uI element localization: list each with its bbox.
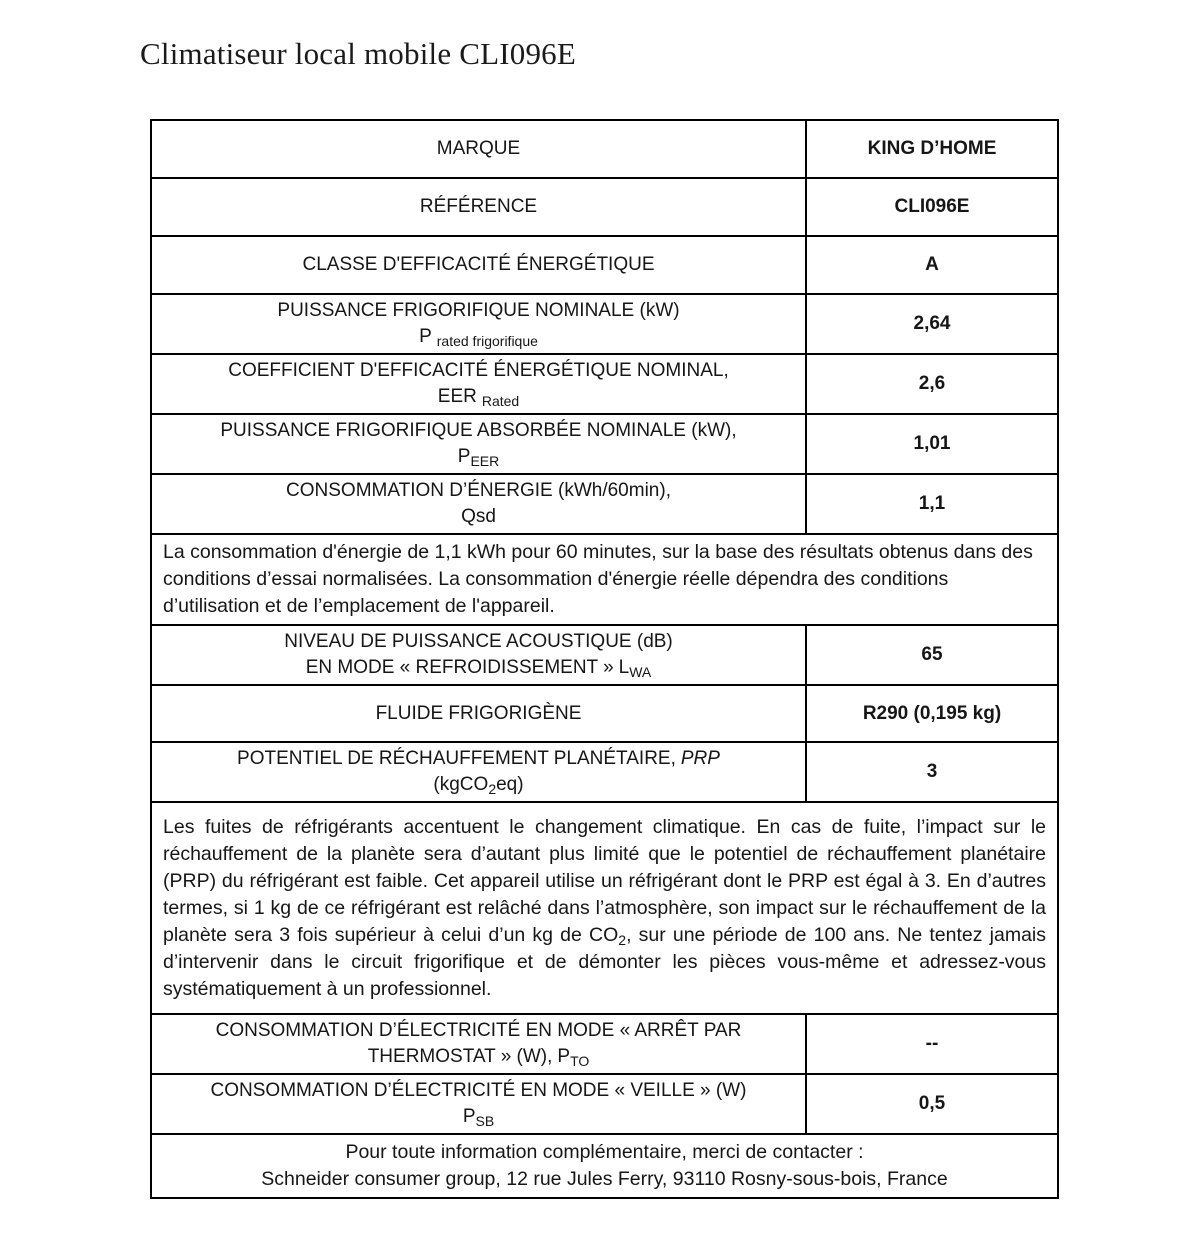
contact-note bbox=[151, 1134, 1058, 1198]
row-marque bbox=[151, 120, 1058, 178]
spec-value-fluide: R290 (0,195 kg) bbox=[806, 685, 1058, 742]
label-text: CLASSE D'EFFICACITÉ ÉNERGÉTIQUE bbox=[302, 254, 655, 275]
label-line1: PUISSANCE FRIGORIFIQUE ABSORBÉE NOMINALE (kW), bbox=[220, 420, 737, 441]
spec-value-conso-veille: 0,5 bbox=[806, 1074, 1058, 1134]
row-puissance-nominale bbox=[151, 294, 1058, 354]
row-note-prp bbox=[151, 802, 1058, 1014]
symbol: P bbox=[462, 1106, 476, 1127]
spec-label-puissance-nominale bbox=[151, 294, 806, 354]
row-puissance-absorbee bbox=[151, 414, 1058, 474]
row-classe-efficacite bbox=[151, 236, 1058, 294]
spec-table bbox=[150, 119, 1059, 1199]
label-line2 bbox=[162, 655, 795, 681]
spec-label-potentiel bbox=[151, 742, 806, 802]
spec-label-puissance-absorbee bbox=[151, 414, 806, 474]
label-line1-text: POTENTIEL DE RÉCHAUFFEMENT PLANÉTAIRE, bbox=[237, 748, 676, 769]
note-energie bbox=[151, 534, 1058, 625]
symbol: P bbox=[557, 1046, 571, 1067]
subscript: WA bbox=[629, 664, 652, 680]
symbol: P bbox=[457, 446, 471, 467]
spec-value-reference: CLI096E bbox=[806, 178, 1058, 236]
row-conso-thermostat bbox=[151, 1014, 1058, 1074]
note-pre: Les fuites de réfrigérants accentuent le changement climatique. En cas de fuite, l’impact sur le réchauffement de la planète sera d’autant plus limité que le potentiel de réchauffement planétaire (PRP) du réfrigérant est faible. Cet appareil utilise un réfrigérant dont le PRP est égal à 3. En d’autres termes, si 1 kg de ce réfrigérant est relâché dans l’atmosphère, son impact sur le réchauffement de la planète sera 3 fois supérieur à celui d’un kg de CO bbox=[163, 815, 1046, 946]
label-line1: CONSOMMATION D’ÉNERGIE (kWh/60min), bbox=[286, 480, 671, 501]
row-consommation-energie bbox=[151, 474, 1058, 534]
note-prp bbox=[151, 802, 1058, 1014]
symbol: P bbox=[419, 326, 432, 347]
spec-label-conso-thermostat bbox=[151, 1014, 806, 1074]
label-line2 bbox=[162, 444, 795, 470]
spec-label-consommation-energie bbox=[151, 474, 806, 534]
symbol: EER bbox=[437, 386, 477, 407]
spec-value-classe: A bbox=[806, 236, 1058, 294]
subscript: SB bbox=[475, 1113, 495, 1129]
label-text: RÉFÉRENCE bbox=[419, 196, 538, 217]
co2-subscript: 2 bbox=[488, 781, 497, 797]
label-line2-text: EN MODE « REFROIDISSEMENT » bbox=[305, 657, 614, 678]
row-note-energie bbox=[151, 534, 1058, 625]
spec-value-puissance-nominale: 2,64 bbox=[806, 294, 1058, 354]
note-post: , sur une période de 100 ans. Ne tentez jamais d’intervenir dans le circuit frigorifique et de démonter les pièces vous-même et adressez-vous systématiquement à un professionnel. bbox=[163, 923, 1046, 1000]
label-line1: NIVEAU DE PUISSANCE ACOUSTIQUE (dB) bbox=[284, 631, 673, 652]
label-line1: CONSOMMATION D’ÉLECTRICITÉ EN MODE « VEILLE » (W) bbox=[210, 1080, 747, 1101]
spec-label-niveau-acoustique bbox=[151, 625, 806, 685]
contact-line2: Schneider consumer group, 12 rue Jules Ferry, 93110 Rosny-sous-bois, France bbox=[261, 1168, 948, 1190]
contact-line1: Pour toute information complémentaire, merci de contacter : bbox=[345, 1141, 864, 1163]
row-contact bbox=[151, 1134, 1058, 1198]
subscript: EER bbox=[470, 453, 500, 469]
subscript: Rated bbox=[481, 393, 520, 409]
row-coefficient-eer bbox=[151, 354, 1058, 414]
page-title: Climatiseur local mobile CLI096E bbox=[140, 36, 577, 71]
spec-value-conso-thermostat: -- bbox=[806, 1014, 1058, 1074]
label-text: MARQUE bbox=[436, 138, 521, 159]
spec-label-coefficient bbox=[151, 354, 806, 414]
spec-value-puissance-absorbee: 1,01 bbox=[806, 414, 1058, 474]
note-text: La consommation d'énergie de 1,1 kWh pour 60 minutes, sur la base des résultats obtenus dans des conditions d’essai normalisées. La consommation d'énergie réelle dépendra des conditions d’utilisation et de l’emplacement de l'appareil. bbox=[163, 541, 1033, 617]
label-line2 bbox=[162, 1044, 795, 1070]
subscript: rated frigorifique bbox=[436, 333, 538, 349]
label-line1 bbox=[162, 746, 795, 772]
spec-value-potentiel: 3 bbox=[806, 742, 1058, 802]
spec-label-reference bbox=[151, 178, 806, 236]
line2-post: eq) bbox=[496, 774, 524, 795]
subscript: TO bbox=[570, 1053, 590, 1069]
label-line2-text: THERMOSTAT » (W), bbox=[367, 1046, 553, 1067]
spec-value-coefficient: 2,6 bbox=[806, 354, 1058, 414]
prp-italic: PRP bbox=[680, 748, 720, 769]
spec-value-marque: KING D’HOME bbox=[806, 120, 1058, 178]
label-line2 bbox=[162, 1104, 795, 1130]
symbol: Qsd bbox=[461, 506, 496, 527]
row-reference bbox=[151, 178, 1058, 236]
label-line1: COEFFICIENT D'EFFICACITÉ ÉNERGÉTIQUE NOMINAL, bbox=[228, 360, 729, 381]
co2-subscript: 2 bbox=[618, 931, 627, 948]
row-conso-veille bbox=[151, 1074, 1058, 1134]
label-line2 bbox=[162, 772, 795, 798]
spec-value-consommation-energie: 1,1 bbox=[806, 474, 1058, 534]
row-fluide bbox=[151, 685, 1058, 742]
label-text: FLUIDE FRIGORIGÈNE bbox=[375, 702, 582, 724]
spec-label-conso-veille bbox=[151, 1074, 806, 1134]
spec-label-fluide bbox=[151, 685, 806, 742]
row-niveau-acoustique bbox=[151, 625, 1058, 685]
label-line2 bbox=[162, 384, 795, 410]
spec-label-marque bbox=[151, 120, 806, 178]
label-line2 bbox=[162, 324, 795, 350]
label-line2 bbox=[162, 504, 795, 530]
spec-value-niveau-acoustique: 65 bbox=[806, 625, 1058, 685]
spec-label-classe bbox=[151, 236, 806, 294]
label-line1: PUISSANCE FRIGORIFIQUE NOMINALE (kW) bbox=[277, 300, 680, 321]
row-potentiel-prp bbox=[151, 742, 1058, 802]
symbol: L bbox=[618, 657, 630, 678]
line2-pre: (kgCO bbox=[433, 774, 489, 795]
label-line1: CONSOMMATION D’ÉLECTRICITÉ EN MODE « ARRÊT PAR bbox=[215, 1020, 742, 1041]
